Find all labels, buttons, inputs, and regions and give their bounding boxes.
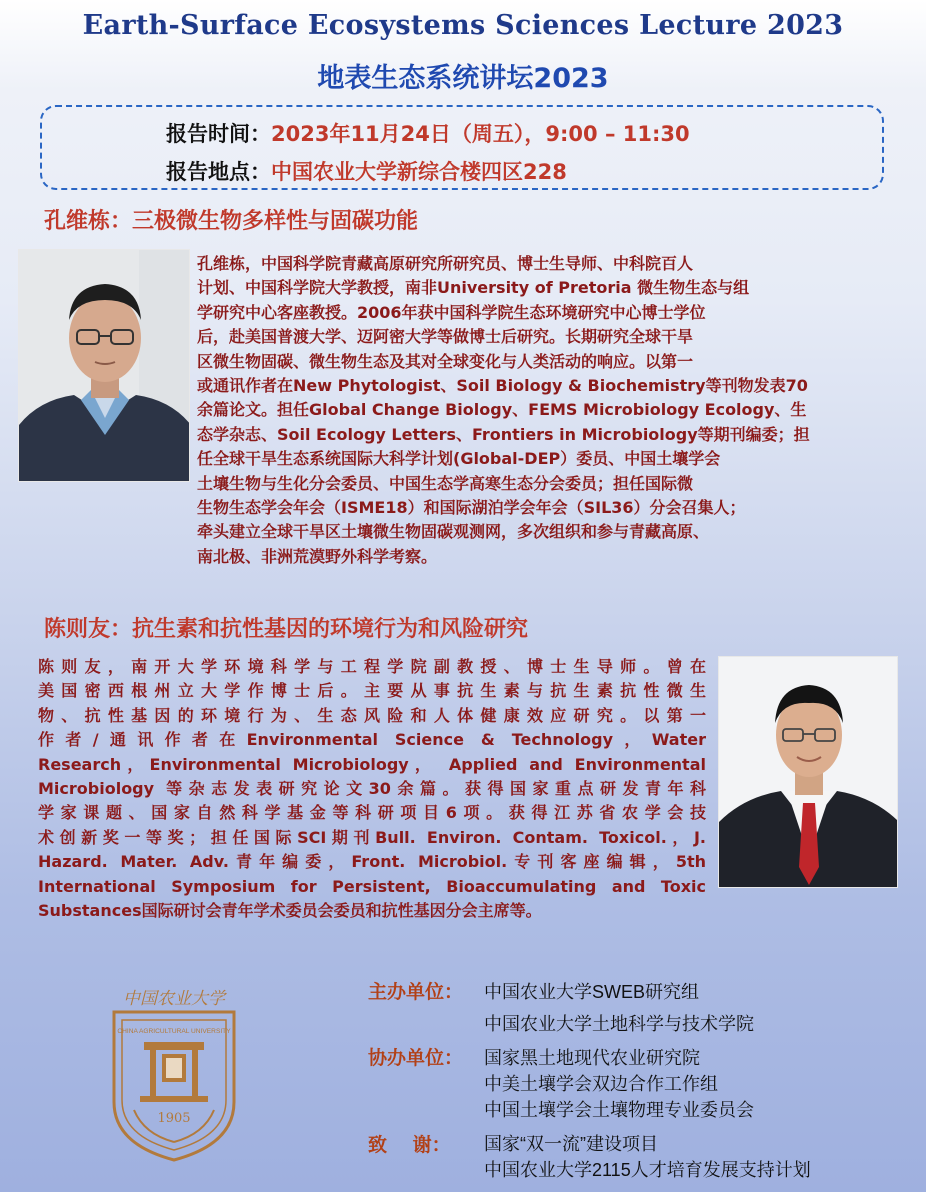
speaker1-photo [18,249,190,482]
event-place-value: 中国农业大学新综合楼四区228 [271,160,567,184]
event-place-label: 报告地点： [166,160,271,184]
event-time-label: 报告时间： [166,122,271,146]
thanks-value: 国家“双一流”建设项目 [484,1134,658,1154]
title-chinese: 地表生态系统讲坛2023 [317,63,609,94]
speaker1-bio [197,252,909,569]
speaker2-photo [718,656,898,888]
speaker2-title: 陈则友：抗生素和抗性基因的环境行为和风险研究 [44,617,529,642]
bio-line: 任全球干旱生态系统国际大科学计划(Global-DEP）委员、中国土壤学会 [197,449,721,469]
event-time-value: 2023年11月24日（周五），9:00 – 11:30 [271,122,690,146]
portrait-icon [719,657,898,888]
bio-line: International Symposium for Persistent, Bioaccumulating and Toxic [38,876,706,896]
logo-cn-name: 中国农业大学 [123,989,225,1009]
speaker1-title: 孔维栋：三极微生物多样性与固碳功能 [44,209,419,234]
host-label: 主办单位： [368,981,464,1003]
bio-line: 美国密西根州立大学作博士后。主要从事抗生素与抗生素抗性微生 [38,681,706,701]
title-english: Earth-Surface Ecosystems Sciences Lecture 2023 [82,10,844,41]
bio-line: 余篇论文。担任Global Change Biology、FEMS Microbiology Ecology、生 [197,400,807,420]
china-agricultural-university-seal-icon [104,984,244,1164]
bio-line: 区微生物固碳、微生物生态及其对全球变化与人类活动的响应。以第一 [197,351,694,371]
bio-line: Microbiology 等杂志发表研究论文30余篇。获得国家重点研发青年科 [38,779,706,799]
co-organizer-value: 国家黑土地现代农业研究院 [484,1048,700,1068]
bio-line: 孔维栋，中国科学院青藏高原研究所研究员、博士生导师、中科院百人 [197,254,694,273]
bio-line: Research，Environmental Microbiology， Applied and Environmental [38,754,706,774]
bio-line: 生物生态学会年会（ISME18）和国际湖泊学会年会（SIL36）分会召集人； [197,498,746,518]
host-value: 中国农业大学土地科学与技术学院 [484,1014,754,1034]
thanks-value: 中国农业大学2115人才培育发展支持计划 [484,1160,811,1180]
thanks-label: 致 谢： [368,1134,451,1156]
bio-line: 陈则友，南开大学环境科学与工程学院副教授、博士生导师。曾在 [38,657,706,676]
bio-line: 土壤生物与生化分会委员、中国生态学高寒生态分会委员；担任国际微 [197,473,694,493]
bio-line: 术创新奖一等奖；担任国际SCI期刊Bull. Environ. Contam. Toxicol.，J. [38,827,706,847]
university-logo [104,984,244,1164]
bio-line: 或通讯作者在New Phytologist、Soil Biology & Biochemistry等刊物发表70 [197,376,808,396]
bio-line: 作者/通讯作者在Environmental Science & Technology，Water [38,730,706,750]
co-organizer-value: 中国土壤学会土壤物理专业委员会 [484,1100,754,1120]
co-organizer-label: 协办单位： [368,1047,464,1069]
bio-line: 南北极、非洲荒漠野外科学考察。 [197,546,438,566]
bio-line: Substances国际研讨会青年学术委员会委员和抗性基因分会主席等。 [38,901,542,921]
logo-en-name: CHINA AGRICULTURAL UNIVERSITY [117,1028,231,1035]
event-time [166,118,690,148]
bio-line: 计划、中国科学院大学教授，南非University of Pretoria 微生物生态与组 [197,278,750,298]
event-place [166,156,567,186]
co-organizer-value: 中美土壤学会双边合作工作组 [484,1074,718,1094]
bio-line: 物、抗性基因的环境行为、生态风险和人体健康效应研究。以第一 [38,705,706,725]
portrait-icon [19,250,190,482]
bio-line: 牵头建立全球干旱区土壤微生物固碳观测网，多次组织和参与青藏高原、 [197,522,710,542]
bio-line: 学研究中心客座教授。2006年获中国科学院生态环境研究中心博士学位 [197,302,706,322]
logo-year: 1905 [157,1111,191,1126]
bio-line: Hazard. Mater. Adv.青年编委，Front. Microbiol.专刊客座编辑，5th [38,852,706,872]
bio-line: 学家课题、国家自然科学基金等科研项目6项。获得江苏省农学会技 [38,803,706,823]
bio-line: 后，赴美国普渡大学、迈阿密大学等做博士后研究。长期研究全球干旱 [197,327,694,347]
bio-line: 态学杂志、Soil Ecology Letters、Frontiers in Microbiology等期刊编委；担 [197,424,810,444]
host-value: 中国农业大学SWEB研究组 [484,982,700,1002]
speaker2-bio [38,655,706,923]
